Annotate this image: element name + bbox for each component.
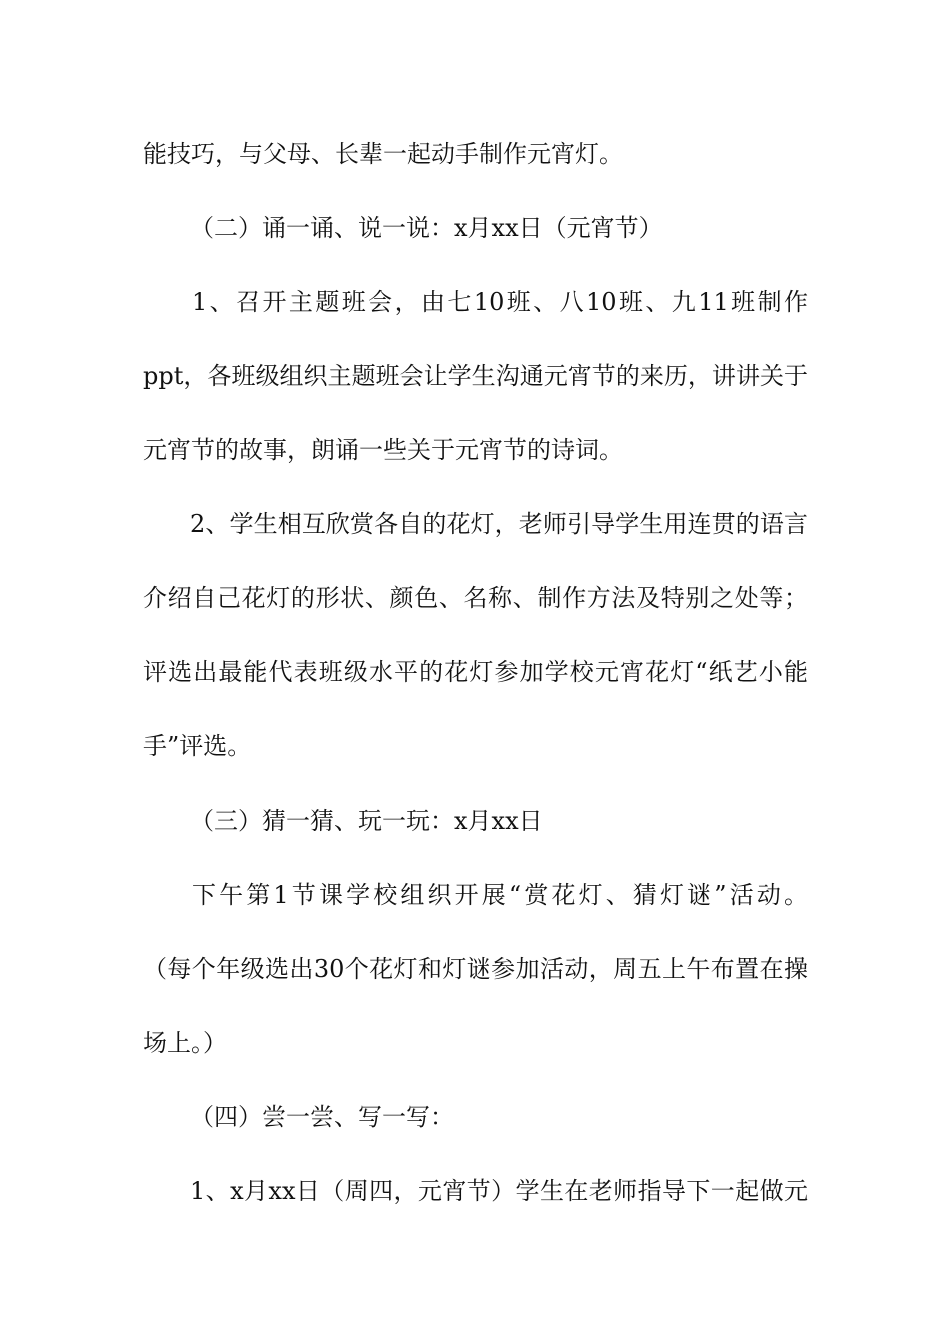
text-line: 能技巧，与父母、长辈一起动手制作元宵灯。 — [143, 140, 623, 168]
section-heading: （四）尝一尝、写一写： — [190, 1103, 454, 1131]
text-line: 场上。） — [143, 1029, 227, 1057]
section-heading: （三）猜一猜、玩一玩：x月xx日 — [190, 807, 543, 835]
text-line: （每个年级选出30个花灯和灯谜参加活动，周五上午布置在操 — [143, 955, 808, 983]
text-line: 下午第1节课学校组织开展“赏花灯、猜灯谜”活动。 — [192, 881, 808, 909]
text-line: ppt，各班级组织主题班会让学生沟通元宵节的来历，讲讲关于 — [143, 362, 808, 390]
text-line: 2、学生相互欣赏各自的花灯，老师引导学生用连贯的语言 — [190, 510, 808, 538]
section-heading: （二）诵一诵、说一说：x月xx日（元宵节） — [190, 214, 663, 242]
text-line: 1、召开主题班会，由七10班、八10班、九11班制作 — [192, 288, 808, 316]
text-line: 介绍自己花灯的形状、颜色、名称、制作方法及特别之处等； — [143, 584, 808, 612]
text-line: 手”评选。 — [143, 732, 252, 760]
text-line: 1、x月xx日（周四，元宵节）学生在老师指导下一起做元 — [190, 1177, 808, 1205]
text-line: 评选出最能代表班级水平的花灯参加学校元宵花灯“纸艺小能 — [143, 658, 808, 686]
text-line: 元宵节的故事，朗诵一些关于元宵节的诗词。 — [143, 436, 623, 464]
